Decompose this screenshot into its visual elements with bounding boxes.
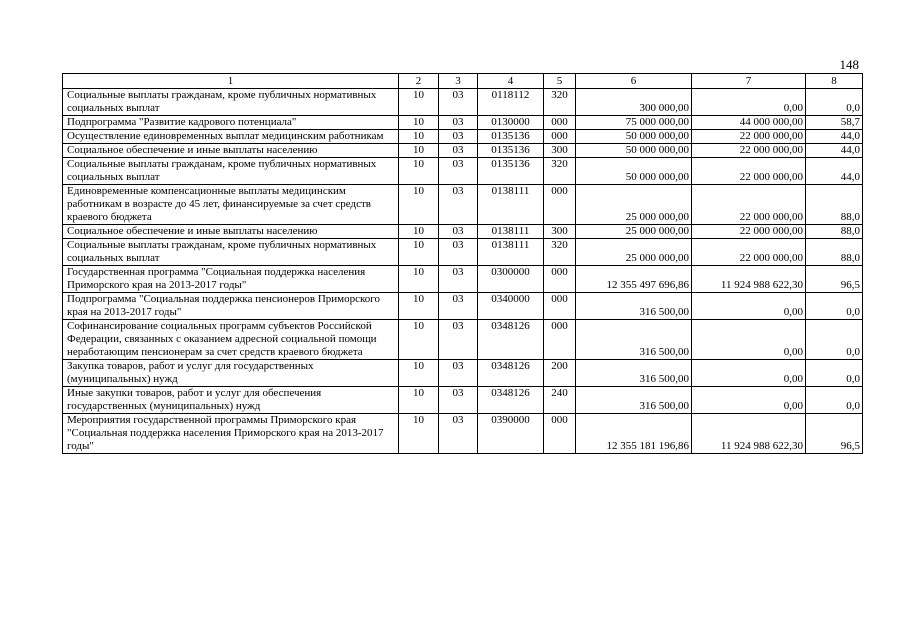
item-name: Иные закупки товаров, работ и услуг для обеспечения государственных (муниципальных) нужд — [63, 387, 399, 414]
item-name: Государственная программа "Социальная поддержка населения Приморского края на 2013-2017 годы" — [63, 266, 399, 293]
target-article-code: 0340000 — [478, 293, 544, 320]
table-row — [63, 116, 863, 130]
execution-percent: 96,5 — [806, 414, 863, 454]
planned-amount: 75 000 000,00 — [576, 116, 692, 130]
planned-amount: 300 000,00 — [576, 89, 692, 116]
section-code: 10 — [399, 320, 439, 360]
execution-percent: 44,0 — [806, 158, 863, 185]
executed-amount: 11 924 988 622,30 — [692, 266, 806, 293]
table-row — [63, 130, 863, 144]
section-code: 10 — [399, 158, 439, 185]
table-row — [63, 239, 863, 266]
planned-amount: 12 355 497 696,86 — [576, 266, 692, 293]
execution-percent: 88,0 — [806, 225, 863, 239]
executed-amount: 22 000 000,00 — [692, 239, 806, 266]
item-name: Софинансирование социальных программ субъектов Российской Федерации, связанных с оказанием адресной социальной помощи неработающим пенсионерам за счет средств краевого бюджета — [63, 320, 399, 360]
subsection-code: 03 — [439, 225, 478, 239]
expense-type-code: 000 — [544, 266, 576, 293]
executed-amount: 22 000 000,00 — [692, 130, 806, 144]
section-code: 10 — [399, 266, 439, 293]
executed-amount: 0,00 — [692, 360, 806, 387]
target-article-code: 0135136 — [478, 130, 544, 144]
section-code: 10 — [399, 185, 439, 225]
item-name: Социальное обеспечение и иные выплаты населению — [63, 144, 399, 158]
target-article-code: 0138111 — [478, 185, 544, 225]
expense-type-code: 000 — [544, 320, 576, 360]
target-article-code: 0135136 — [478, 158, 544, 185]
expense-type-code: 000 — [544, 116, 576, 130]
budget-table — [62, 73, 863, 454]
execution-percent: 0,0 — [806, 360, 863, 387]
table-row — [63, 185, 863, 225]
header-col-2: 2 — [399, 74, 439, 89]
table-row — [63, 225, 863, 239]
target-article-code: 0390000 — [478, 414, 544, 454]
header-row — [63, 74, 863, 89]
subsection-code: 03 — [439, 116, 478, 130]
subsection-code: 03 — [439, 130, 478, 144]
planned-amount: 25 000 000,00 — [576, 185, 692, 225]
item-name: Единовременные компенсационные выплаты медицинским работникам в возрасте до 45 лет, финансируемые за счет средств краевого бюджета — [63, 185, 399, 225]
table-row — [63, 144, 863, 158]
table-row — [63, 158, 863, 185]
subsection-code: 03 — [439, 360, 478, 387]
expense-type-code: 000 — [544, 293, 576, 320]
header-col-6: 6 — [576, 74, 692, 89]
execution-percent: 0,0 — [806, 89, 863, 116]
execution-percent: 58,7 — [806, 116, 863, 130]
section-code: 10 — [399, 387, 439, 414]
header-col-1: 1 — [63, 74, 399, 89]
expense-type-code: 320 — [544, 239, 576, 266]
item-name: Социальное обеспечение и иные выплаты населению — [63, 225, 399, 239]
planned-amount: 316 500,00 — [576, 360, 692, 387]
subsection-code: 03 — [439, 185, 478, 225]
subsection-code: 03 — [439, 387, 478, 414]
planned-amount: 50 000 000,00 — [576, 130, 692, 144]
planned-amount: 50 000 000,00 — [576, 158, 692, 185]
section-code: 10 — [399, 89, 439, 116]
executed-amount: 44 000 000,00 — [692, 116, 806, 130]
subsection-code: 03 — [439, 89, 478, 116]
expense-type-code: 000 — [544, 130, 576, 144]
subsection-code: 03 — [439, 293, 478, 320]
execution-percent: 88,0 — [806, 185, 863, 225]
executed-amount: 0,00 — [692, 320, 806, 360]
table-row — [63, 266, 863, 293]
section-code: 10 — [399, 360, 439, 387]
expense-type-code: 320 — [544, 158, 576, 185]
planned-amount: 50 000 000,00 — [576, 144, 692, 158]
execution-percent: 44,0 — [806, 130, 863, 144]
planned-amount: 316 500,00 — [576, 387, 692, 414]
execution-percent: 96,5 — [806, 266, 863, 293]
execution-percent: 44,0 — [806, 144, 863, 158]
execution-percent: 0,0 — [806, 320, 863, 360]
expense-type-code: 300 — [544, 225, 576, 239]
expense-type-code: 200 — [544, 360, 576, 387]
target-article-code: 0348126 — [478, 320, 544, 360]
item-name: Подпрограмма "Развитие кадрового потенциала" — [63, 116, 399, 130]
expense-type-code: 000 — [544, 185, 576, 225]
item-name: Социальные выплаты гражданам, кроме публичных нормативных социальных выплат — [63, 158, 399, 185]
table-row — [63, 320, 863, 360]
planned-amount: 316 500,00 — [576, 293, 692, 320]
item-name: Социальные выплаты гражданам, кроме публичных нормативных социальных выплат — [63, 89, 399, 116]
subsection-code: 03 — [439, 414, 478, 454]
table-row — [63, 293, 863, 320]
expense-type-code: 300 — [544, 144, 576, 158]
item-name: Закупка товаров, работ и услуг для государственных (муниципальных) нужд — [63, 360, 399, 387]
table-row — [63, 387, 863, 414]
executed-amount: 11 924 988 622,30 — [692, 414, 806, 454]
target-article-code: 0138111 — [478, 239, 544, 266]
target-article-code: 0130000 — [478, 116, 544, 130]
subsection-code: 03 — [439, 266, 478, 293]
header-col-7: 7 — [692, 74, 806, 89]
subsection-code: 03 — [439, 320, 478, 360]
header-col-8: 8 — [806, 74, 863, 89]
section-code: 10 — [399, 130, 439, 144]
executed-amount: 0,00 — [692, 293, 806, 320]
target-article-code: 0118112 — [478, 89, 544, 116]
table-row — [63, 414, 863, 454]
planned-amount: 25 000 000,00 — [576, 239, 692, 266]
planned-amount: 25 000 000,00 — [576, 225, 692, 239]
item-name: Мероприятия государственной программы Приморского края "Социальная поддержка населения Приморского края на 2013-2017 годы" — [63, 414, 399, 454]
executed-amount: 0,00 — [692, 387, 806, 414]
header-col-3: 3 — [439, 74, 478, 89]
table-header — [63, 74, 863, 89]
item-name: Социальные выплаты гражданам, кроме публичных нормативных социальных выплат — [63, 239, 399, 266]
subsection-code: 03 — [439, 239, 478, 266]
planned-amount: 316 500,00 — [576, 320, 692, 360]
section-code: 10 — [399, 116, 439, 130]
execution-percent: 88,0 — [806, 239, 863, 266]
target-article-code: 0348126 — [478, 387, 544, 414]
expense-type-code: 240 — [544, 387, 576, 414]
expense-type-code: 000 — [544, 414, 576, 454]
target-article-code: 0135136 — [478, 144, 544, 158]
planned-amount: 12 355 181 196,86 — [576, 414, 692, 454]
target-article-code: 0348126 — [478, 360, 544, 387]
table-row — [63, 89, 863, 116]
section-code: 10 — [399, 293, 439, 320]
execution-percent: 0,0 — [806, 387, 863, 414]
item-name: Подпрограмма "Социальная поддержка пенсионеров Приморского края на 2013-2017 годы" — [63, 293, 399, 320]
table-body — [63, 89, 863, 454]
execution-percent: 0,0 — [806, 293, 863, 320]
header-col-4: 4 — [478, 74, 544, 89]
section-code: 10 — [399, 239, 439, 266]
subsection-code: 03 — [439, 144, 478, 158]
executed-amount: 0,00 — [692, 89, 806, 116]
target-article-code: 0138111 — [478, 225, 544, 239]
executed-amount: 22 000 000,00 — [692, 185, 806, 225]
page-number: 148 — [839, 57, 859, 72]
subsection-code: 03 — [439, 158, 478, 185]
executed-amount: 22 000 000,00 — [692, 158, 806, 185]
section-code: 10 — [399, 225, 439, 239]
item-name: Осуществление единовременных выплат медицинским работникам — [63, 130, 399, 144]
section-code: 10 — [399, 144, 439, 158]
table-row — [63, 360, 863, 387]
expense-type-code: 320 — [544, 89, 576, 116]
section-code: 10 — [399, 414, 439, 454]
target-article-code: 0300000 — [478, 266, 544, 293]
executed-amount: 22 000 000,00 — [692, 144, 806, 158]
header-col-5: 5 — [544, 74, 576, 89]
executed-amount: 22 000 000,00 — [692, 225, 806, 239]
